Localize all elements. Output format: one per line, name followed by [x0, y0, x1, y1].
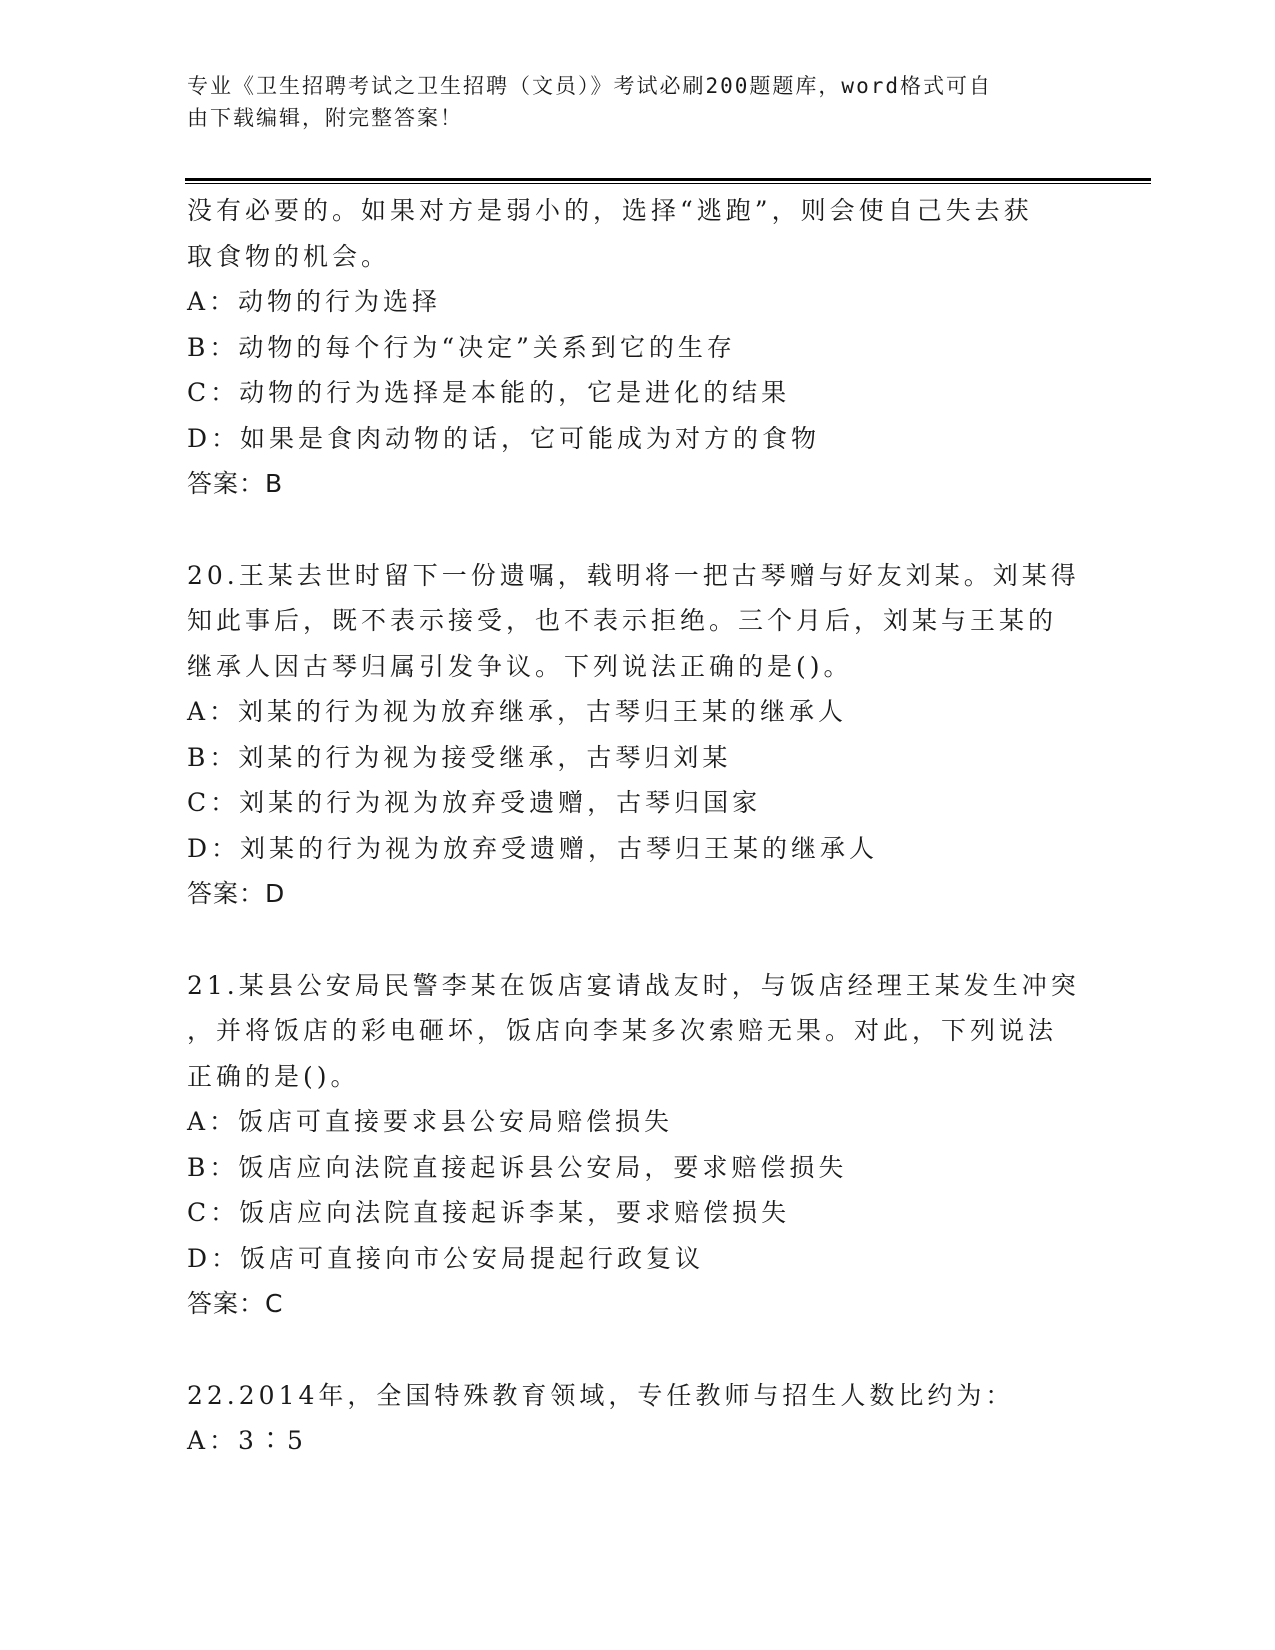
document-header — [187, 70, 1067, 134]
question-stem-line: 没有必要的。如果对方是弱小的，选择“逃跑”，则会使自己失去获 — [187, 196, 1033, 225]
header-divider-thick — [185, 178, 1151, 181]
option-c: C：动物的行为选择是本能的，它是进化的结果 — [187, 378, 791, 407]
answer-line: 答案：D — [187, 879, 286, 908]
question-20 — [187, 553, 1087, 917]
question-stem-line: 知此事后，既不表示接受，也不表示拒绝。三个月后，刘某与王某的 — [187, 606, 1058, 635]
header-divider-thin — [185, 183, 1151, 184]
spacer — [187, 1327, 1087, 1373]
spacer — [187, 917, 1087, 963]
option-d: D：如果是食肉动物的话，它可能成为对方的食物 — [187, 423, 821, 453]
question-stem-line: 22.2014年，全国特殊教育领域，专任教师与招生人数比约为： — [187, 1380, 1015, 1410]
question-22 — [187, 1373, 1087, 1464]
header-line-1: 专业《卫生招聘考试之卫生招聘（文员）》考试必刷200题题库，word格式可自 — [187, 74, 992, 98]
option-c: C：刘某的行为视为放弃受遗赠，古琴归国家 — [187, 788, 762, 817]
option-a: A：饭店可直接要求县公安局赔偿损失 — [187, 1107, 674, 1136]
question-stem-line: 正确的是()。 — [187, 1061, 360, 1091]
question-stem-line: 取食物的机会。 — [187, 241, 391, 271]
answer-line: 答案：B — [187, 469, 284, 498]
option-a: A：动物的行为选择 — [187, 287, 442, 316]
option-c: C：饭店应向法院直接起诉李某，要求赔偿损失 — [187, 1198, 791, 1227]
option-d: D：饭店可直接向市公安局提起行政复议 — [187, 1243, 705, 1273]
document-body — [187, 188, 1087, 1464]
option-b: B：刘某的行为视为接受继承，古琴归刘某 — [187, 742, 732, 772]
question-stem-line: 21.某县公安局民警李某在饭店宴请战友时，与饭店经理王某发生冲突 — [187, 970, 1080, 1000]
option-a: A：3∶5 — [187, 1426, 307, 1455]
question-21 — [187, 963, 1087, 1327]
answer-line: 答案：C — [187, 1289, 284, 1318]
question-stem-line: 20.王某去世时留下一份遗嘱，载明将一把古琴赠与好友刘某。刘某得 — [187, 560, 1080, 590]
option-b: B：动物的每个行为“决定”关系到它的生存 — [187, 332, 736, 362]
option-a: A：刘某的行为视为放弃继承，古琴归王某的继承人 — [187, 697, 848, 726]
option-b: B：饭店应向法院直接起诉县公安局，要求赔偿损失 — [187, 1152, 848, 1182]
question-19-continued — [187, 188, 1087, 507]
spacer — [187, 507, 1087, 553]
question-stem-line: ，并将饭店的彩电砸坏，饭店向李某多次索赔无果。对此，下列说法 — [187, 1016, 1058, 1045]
question-stem-line: 继承人因古琴归属引发争议。下列说法正确的是()。 — [187, 651, 853, 681]
option-d: D：刘某的行为视为放弃受遗赠，古琴归王某的继承人 — [187, 833, 879, 863]
header-line-2: 由下载编辑，附完整答案！ — [187, 106, 463, 130]
